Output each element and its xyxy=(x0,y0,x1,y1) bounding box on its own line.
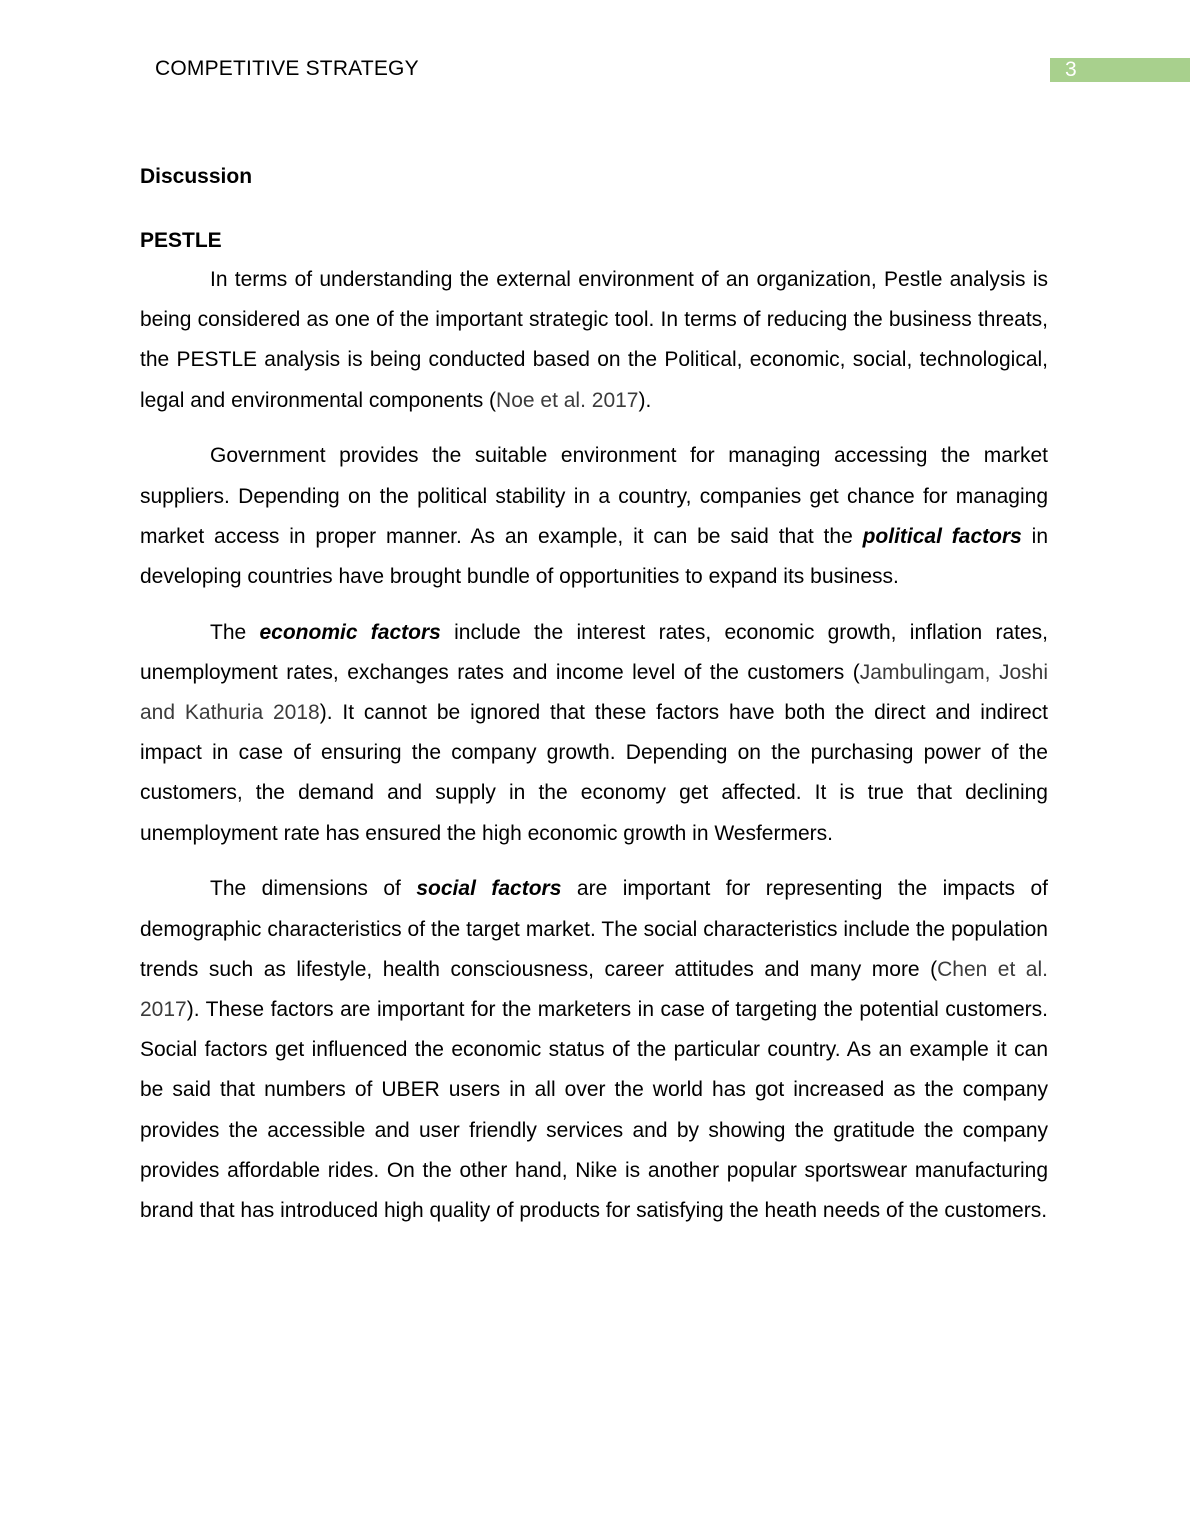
keyword-social-factors: social factors xyxy=(416,877,562,901)
paragraph-text: ). It cannot be ignored that these factors have both the direct and indirect impact in case of ensuring the company growth. Depending on the purchasing power of the customers, the demand and supply in the economy get affected. It is true that declining unemployment rate has ensured the high economic growth in Wesfermers. xyxy=(140,701,1048,845)
running-header-title: COMPETITIVE STRATEGY xyxy=(155,57,419,80)
paragraph-text: are important for representing the impacts of demographic characteristics of the target market. The social characteristics include the population trends such as lifestyle, health consciousness, career attitudes and many more ( xyxy=(140,877,1048,981)
paragraph-text: Government provides the suitable environment for managing accessing the market suppliers. Depending on the political stability in a country, companies get chance for managing market access in proper manner. As an example, it can be said that the xyxy=(140,444,1048,548)
paragraph-text: in developing countries have brought bundle of opportunities to expand its business. xyxy=(140,524,1048,588)
keyword-economic-factors: economic factors xyxy=(259,620,441,644)
paragraph-political xyxy=(140,436,1048,597)
paragraph-social xyxy=(140,869,1048,1231)
paragraph-text: The xyxy=(210,620,260,644)
page-number-badge xyxy=(1050,58,1190,82)
paragraph-text: ). These factors are important for the marketers in case of targeting the potential customers. Social factors get influenced the economic status of the particular country. As an example it can be said that numbers of UBER users in all over the world has got increased as the company provides the accessible and user friendly services and by showing the gratitude the company provides affordable rides. On the other hand, Nike is another popular sportswear manufacturing brand that has introduced high quality of products for satisfying the heath needs of the customers. xyxy=(140,997,1048,1222)
section-heading-discussion: Discussion xyxy=(140,165,253,188)
keyword-political-factors: political factors xyxy=(862,524,1022,548)
paragraph-economic xyxy=(140,613,1048,854)
citation: Jambulingam, Joshi and Kathuria 2018 xyxy=(140,660,1048,725)
paragraph-pestle-intro xyxy=(140,260,1048,421)
citation: Noe et al. 2017 xyxy=(496,388,639,412)
section-heading-pestle: PESTLE xyxy=(140,229,222,252)
citation: Chen et al. 2017 xyxy=(140,957,1048,1021)
document-body xyxy=(140,160,1048,1247)
paragraph-text: The dimensions of xyxy=(210,877,417,901)
paragraph-text: ). xyxy=(638,388,652,412)
paragraph-text: In terms of understanding the external environment of an organization, Pestle analysis is being considered as one of the important strategic tool. In terms of reducing the business threats, the PESTLE analysis is being conducted based on the Political, economic, social, technological, legal and environmental components ( xyxy=(140,268,1048,412)
page-number: 3 xyxy=(1065,58,1077,81)
paragraph-text: include the interest rates, economic growth, inflation rates, unemployment rates, exchanges rates and income level of the customers ( xyxy=(140,620,1048,684)
